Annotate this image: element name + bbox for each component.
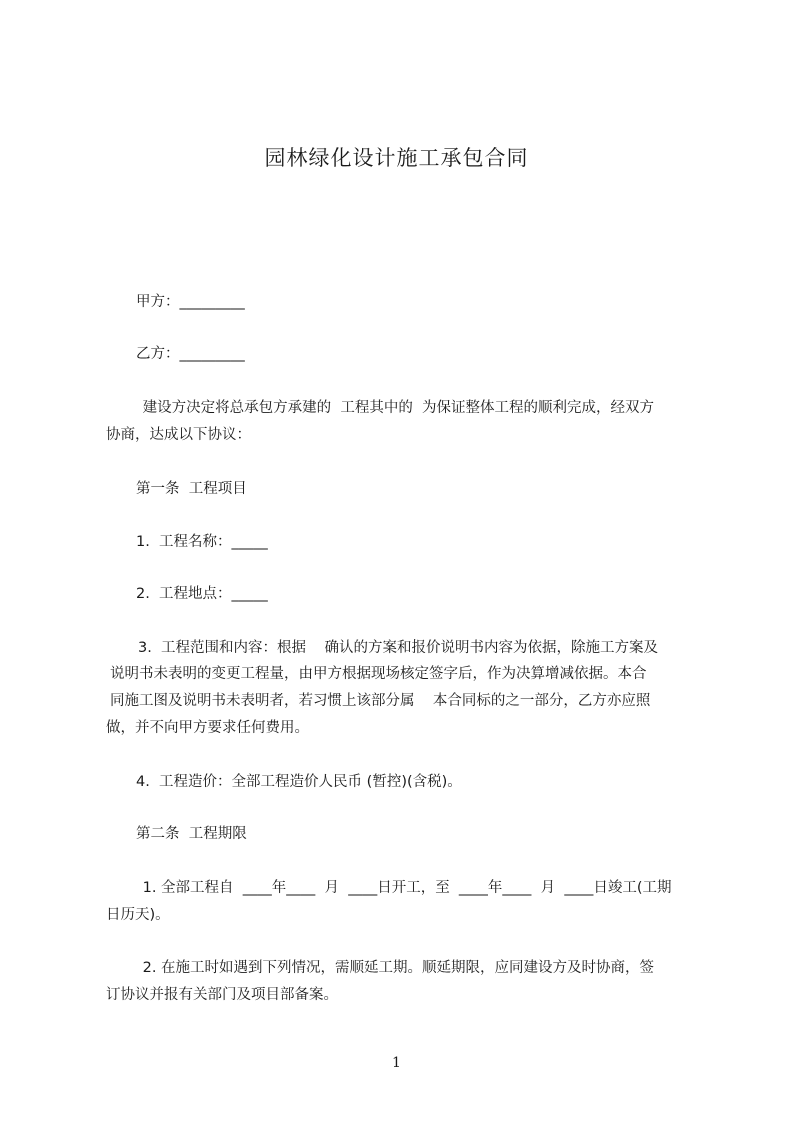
term-1-line-2: 日历天)。: [106, 907, 170, 923]
article-1-heading: 第一条 工程项目: [136, 481, 247, 497]
term-2-line-2: 订协议并报有关部门及项目部备案。: [106, 987, 338, 1003]
item-1-project-name: 1. 工程名称：_____: [136, 534, 268, 550]
article-2-heading: 第二条 工程期限: [136, 826, 247, 842]
party-b-line: 乙方：_________: [136, 346, 245, 362]
term-1-line-1: 1. 全部工程自 ____年____ 月 ____日开工，至 ____年____ 月 ____日竣工(工期: [138, 880, 672, 896]
page-number: 1: [392, 1055, 401, 1071]
item-3-line-1: 3. 工程范围和内容：根据 确认的方案和报价说明书内容为依据，除施工方案及: [138, 640, 658, 656]
item-2-project-location: 2. 工程地点：_____: [136, 586, 268, 602]
item-3-line-3: 同施工图及说明书未表明者，若习惯上该部分属 本合同标的之一部分，乙方亦应照: [110, 693, 651, 709]
item-3-line-2: 说明书未表明的变更工程量，由甲方根据现场核定签字后，作为决算增减依据。本合: [110, 666, 647, 682]
item-3-line-4: 做，并不向甲方要求任何费用。: [106, 720, 309, 736]
page-title: 园林绿化设计施工承包合同: [264, 146, 529, 170]
intro-paragraph-line-2: 协商，达成以下协议：: [106, 427, 251, 443]
item-4-project-cost: 4. 工程造价：全部工程造价人民币 (暂控)(含税)。: [136, 774, 462, 790]
party-a-line: 甲方：_________: [136, 294, 245, 310]
intro-paragraph-line-1: 建设方决定将总承包方承建的 工程其中的 为保证整体工程的顺利完成，经双方: [138, 400, 655, 416]
term-2-line-1: 2. 在施工时如遇到下列情况，需顺延工期。顺延期限，应同建设方及时协商，签: [138, 960, 655, 976]
